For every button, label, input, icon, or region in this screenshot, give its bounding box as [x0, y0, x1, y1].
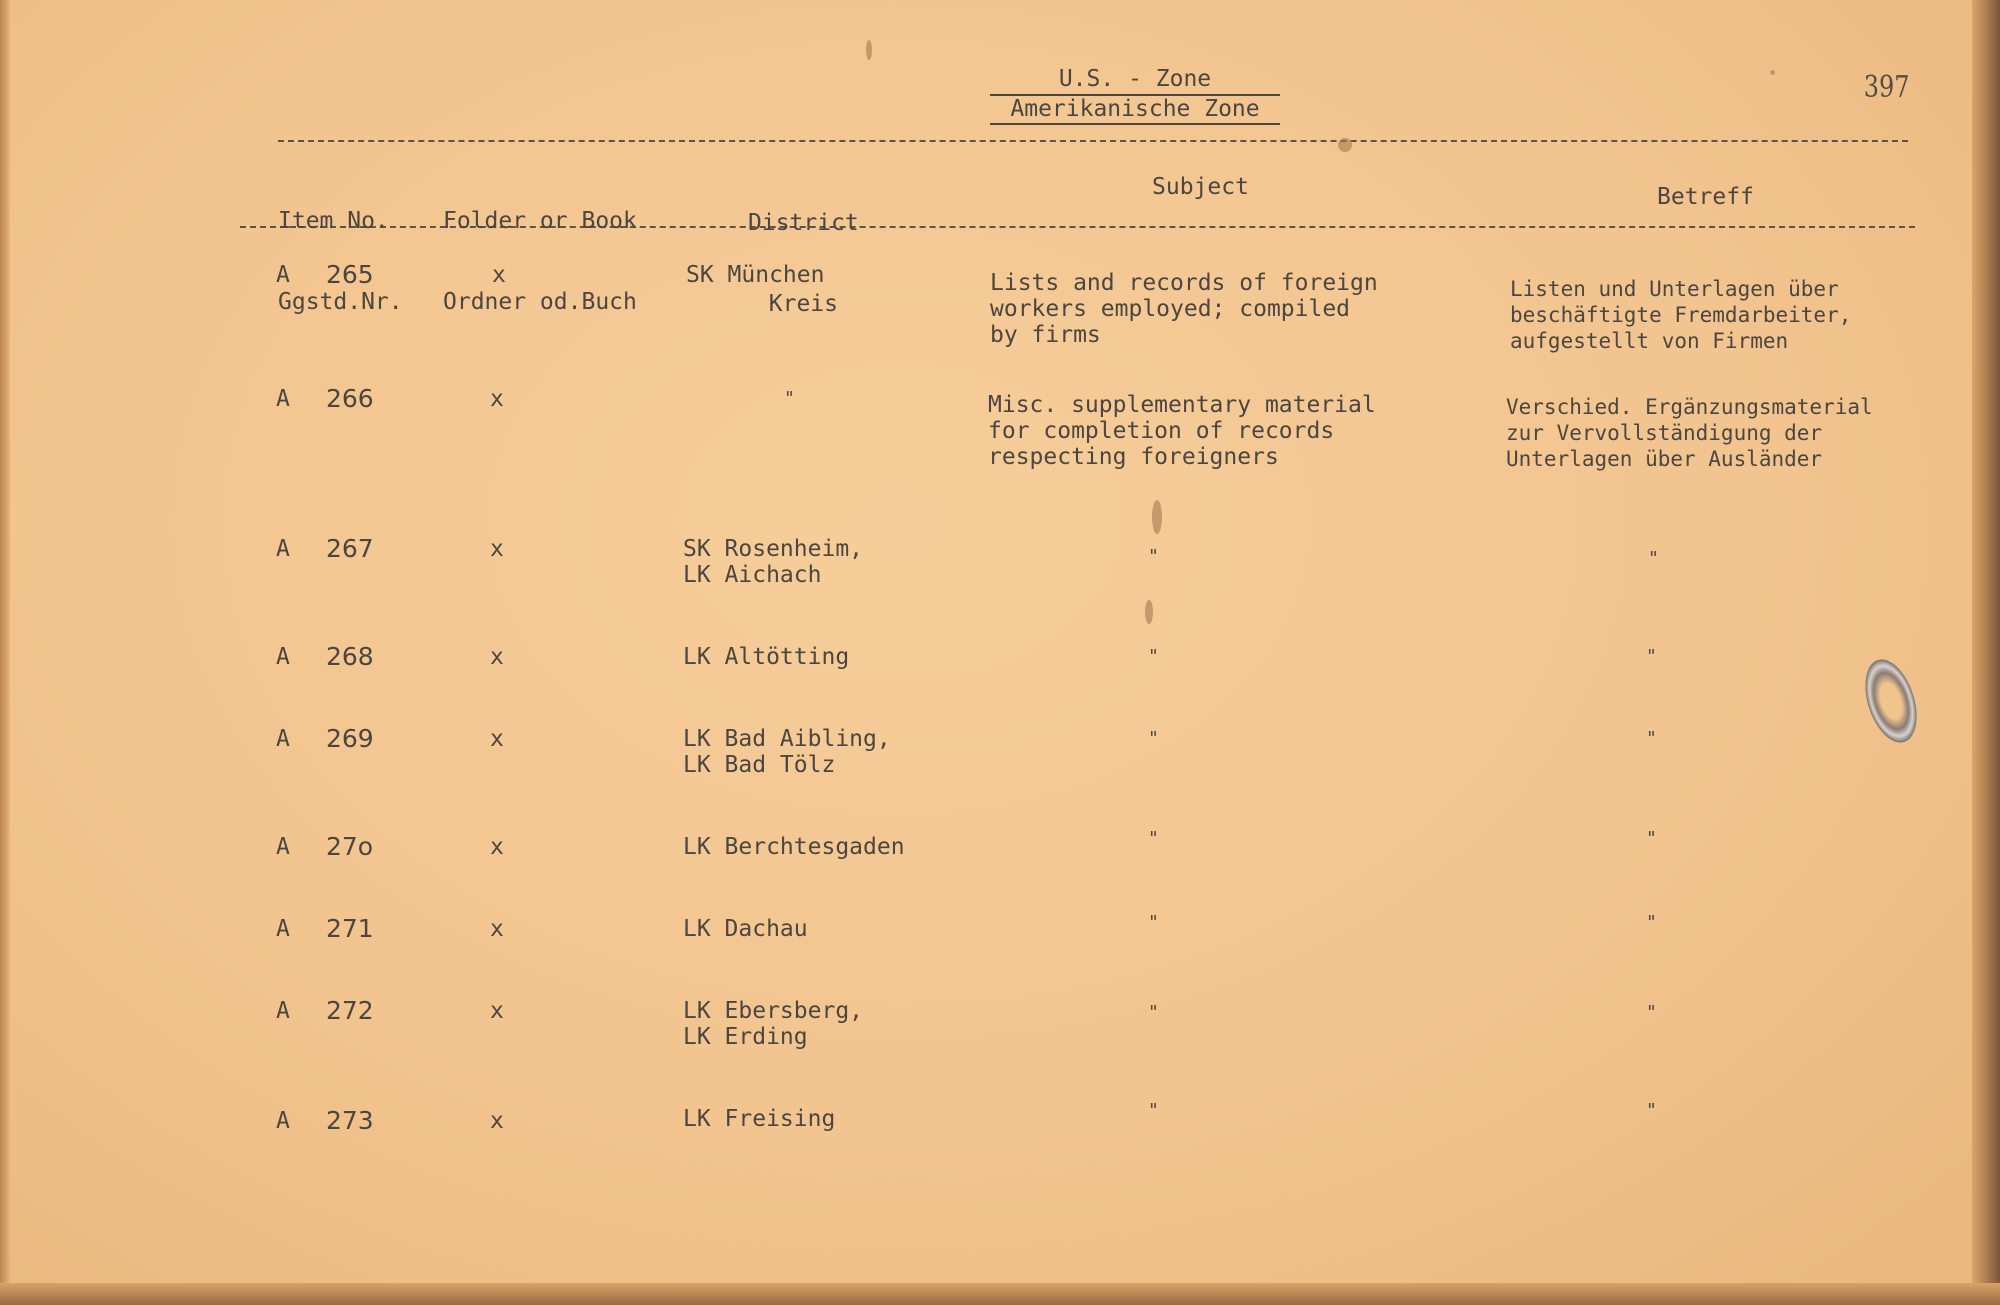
paper-stain [1145, 600, 1153, 624]
betreff-cell: " [1646, 1002, 1657, 1023]
column-header-item-en: Item No. [278, 208, 389, 234]
subject-cell: " [1148, 912, 1159, 933]
header-top-rule [278, 140, 1908, 142]
item-number: 266 [326, 384, 374, 413]
binder-ring-icon [1856, 653, 1926, 749]
subject-cell: " [1148, 546, 1159, 567]
item-prefix: A [276, 536, 290, 562]
betreff-cell: " [1646, 912, 1657, 933]
column-header-folder-de: Ordner od.Buch [443, 289, 637, 315]
item-number: 269 [326, 724, 374, 753]
item-prefix: A [276, 998, 290, 1024]
folder-mark: x [490, 916, 504, 942]
item-prefix: A [276, 262, 290, 288]
folder-mark: x [490, 386, 504, 412]
subject-cell: " [1148, 1002, 1159, 1023]
district-cell: LK Dachau [683, 916, 808, 942]
paper-stain [866, 40, 872, 60]
zone-header [990, 66, 1280, 125]
betreff-cell: Verschied. Ergänzungsmaterial zur Vervollständigung der Unterlagen über Ausländer [1506, 395, 1873, 471]
page-edge-bottom [0, 1283, 2000, 1305]
column-header-betreff: Betreff [1657, 184, 1754, 210]
zone-title-english: U.S. - Zone [990, 66, 1280, 96]
district-cell: " [784, 388, 795, 409]
page-number: 397 [1863, 70, 1910, 105]
district-cell: LK Bad Aibling, LK Bad Tölz [683, 726, 891, 778]
betreff-cell: " [1646, 728, 1657, 749]
item-prefix: A [276, 644, 290, 670]
subject-cell: " [1148, 646, 1159, 667]
district-cell: LK Berchtesgaden [683, 834, 905, 860]
subject-cell: " [1148, 828, 1159, 849]
subject-cell: " [1148, 1100, 1159, 1121]
folder-mark: x [490, 998, 504, 1024]
item-prefix: A [276, 1108, 290, 1134]
paper-stain [1770, 70, 1775, 75]
district-cell: SK München [686, 262, 825, 288]
betreff-cell: " [1646, 828, 1657, 849]
column-header-subject: Subject [1152, 174, 1249, 200]
item-prefix: A [276, 834, 290, 860]
folder-mark: x [490, 834, 504, 860]
paper-stain [1152, 500, 1162, 534]
item-number: 268 [326, 642, 374, 671]
item-number: 27o [326, 832, 374, 861]
betreff-cell: " [1648, 548, 1659, 569]
item-number: 271 [326, 914, 374, 943]
betreff-cell: " [1646, 1100, 1657, 1121]
page-edge-right [1972, 0, 2000, 1305]
subject-cell: Misc. supplementary material for completion of records respecting foreigners [988, 392, 1376, 470]
item-number: 267 [326, 534, 374, 563]
item-number: 272 [326, 996, 374, 1025]
item-number: 265 [326, 260, 374, 289]
zone-title-german: Amerikanische Zone [990, 96, 1280, 125]
column-header-item-de: Ggstd.Nr. [278, 289, 403, 315]
folder-mark: x [490, 536, 504, 562]
column-header-folder [443, 154, 637, 370]
district-cell: LK Altötting [683, 644, 850, 670]
folder-mark: x [490, 726, 504, 752]
column-header-district-en: District [748, 210, 859, 236]
folder-mark: x [490, 644, 504, 670]
folder-mark: x [490, 1108, 504, 1134]
column-header-district-de: Kreis [768, 291, 839, 317]
subject-cell: " [1148, 728, 1159, 749]
district-cell: LK Ebersberg, LK Erding [683, 998, 864, 1050]
folder-mark: x [492, 262, 506, 288]
betreff-cell: Listen und Unterlagen über beschäftigte Fremdarbeiter, aufgestellt von Firmen [1510, 277, 1852, 353]
item-prefix: A [276, 386, 290, 412]
item-prefix: A [276, 916, 290, 942]
district-cell: SK Rosenheim, LK Aichach [683, 536, 864, 588]
district-cell: LK Freising [683, 1106, 836, 1132]
column-header-folder-en: Folder or Book [443, 208, 637, 234]
item-prefix: A [276, 726, 290, 752]
item-number: 273 [326, 1106, 374, 1135]
betreff-cell: " [1646, 646, 1657, 667]
paper-stain [1338, 138, 1352, 152]
subject-cell: Lists and records of foreign workers employed; compiled by firms [990, 270, 1378, 348]
page-edge-left [0, 0, 10, 1305]
